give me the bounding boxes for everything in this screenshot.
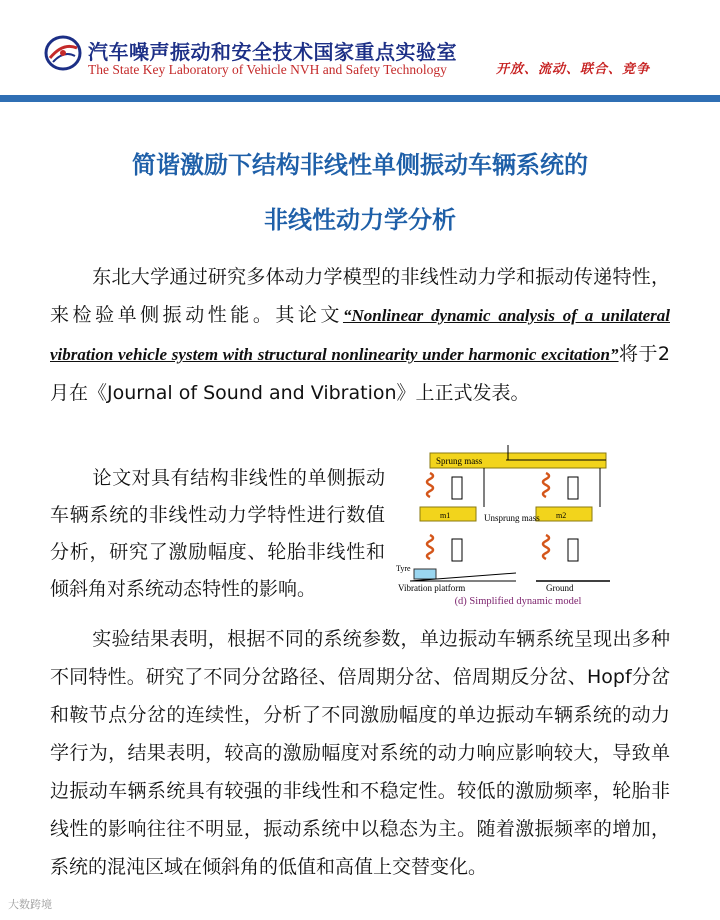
lab-motto: 开放、流动、联合、竞争 [496,62,651,77]
page-header [0,0,720,96]
lab-logo-icon [44,34,82,72]
mass-m1-label: m1 [440,511,451,520]
paper-title: “Nonlinear dynamic analysis of a unilateral vibration vehicle system with structural nonlinearity under harmonic excitation” [50,306,670,364]
mass-m2-label: m2 [556,511,567,520]
header-divider [0,95,720,102]
unsprung-mass-label: Unsprung mass [484,513,540,523]
dynamic-model-figure [396,445,624,613]
paragraph-1 [50,258,670,412]
paragraph-2-text: 论文对具有结构非线性的单侧振动车辆系统的非线性动力学特性进行数值分析，研究了激励幅度、轮胎非线性和倾斜角对系统动态特性的影响。 [50,467,385,600]
paragraph-2 [50,460,385,608]
paragraph-1-text-a: 东北大学通过研究多体动力学模型的非线性动力学和振动传递特性，来检验单侧振动性能。其论文 [50,266,670,326]
paragraph-3 [50,620,670,886]
watermark: 大数跨境 [8,898,52,911]
paragraph-1-text-b: 将于2月在《Journal of Sound and Vibration》上正式发表。 [50,343,671,404]
ground-label: Ground [546,583,574,593]
tyre-label: Tyre [396,564,411,573]
paragraph-3-text: 实验结果表明，根据不同的系统参数，单边振动车辆系统呈现出多种不同特性。研究了不同分岔路径、倍周期分岔、倍周期反分岔、Hopf分岔和鞍节点分岔的连续性，分析了不同激励幅度的单边振动车辆系统的动力学行为，结果表明，较高的激励幅度对系统的动力响应影响较大，导致单边振动车辆系统具有较强的非线性和不稳定性。较低的激励频率，轮胎非线性的影响往往不明显，振动系统中以稳态为主。随着激振频率的增加，系统的混沌区域在倾斜角的低值和高值上交替变化。 [50,628,670,878]
figure-caption: (d) Simplified dynamic model [454,596,582,607]
article-title-line2: 非线性动力学分析 [264,206,456,234]
sprung-mass-label: Sprung mass [436,456,483,466]
vibration-platform-label: Vibration platform [398,583,466,593]
lab-name-cn: 汽车噪声振动和安全技术国家重点实验室 [88,40,457,64]
lab-name-en: The State Key Laboratory of Vehicle NVH and Safety Technology [88,62,447,77]
article-title-line1: 简谐激励下结构非线性单侧振动车辆系统的 [132,151,588,179]
